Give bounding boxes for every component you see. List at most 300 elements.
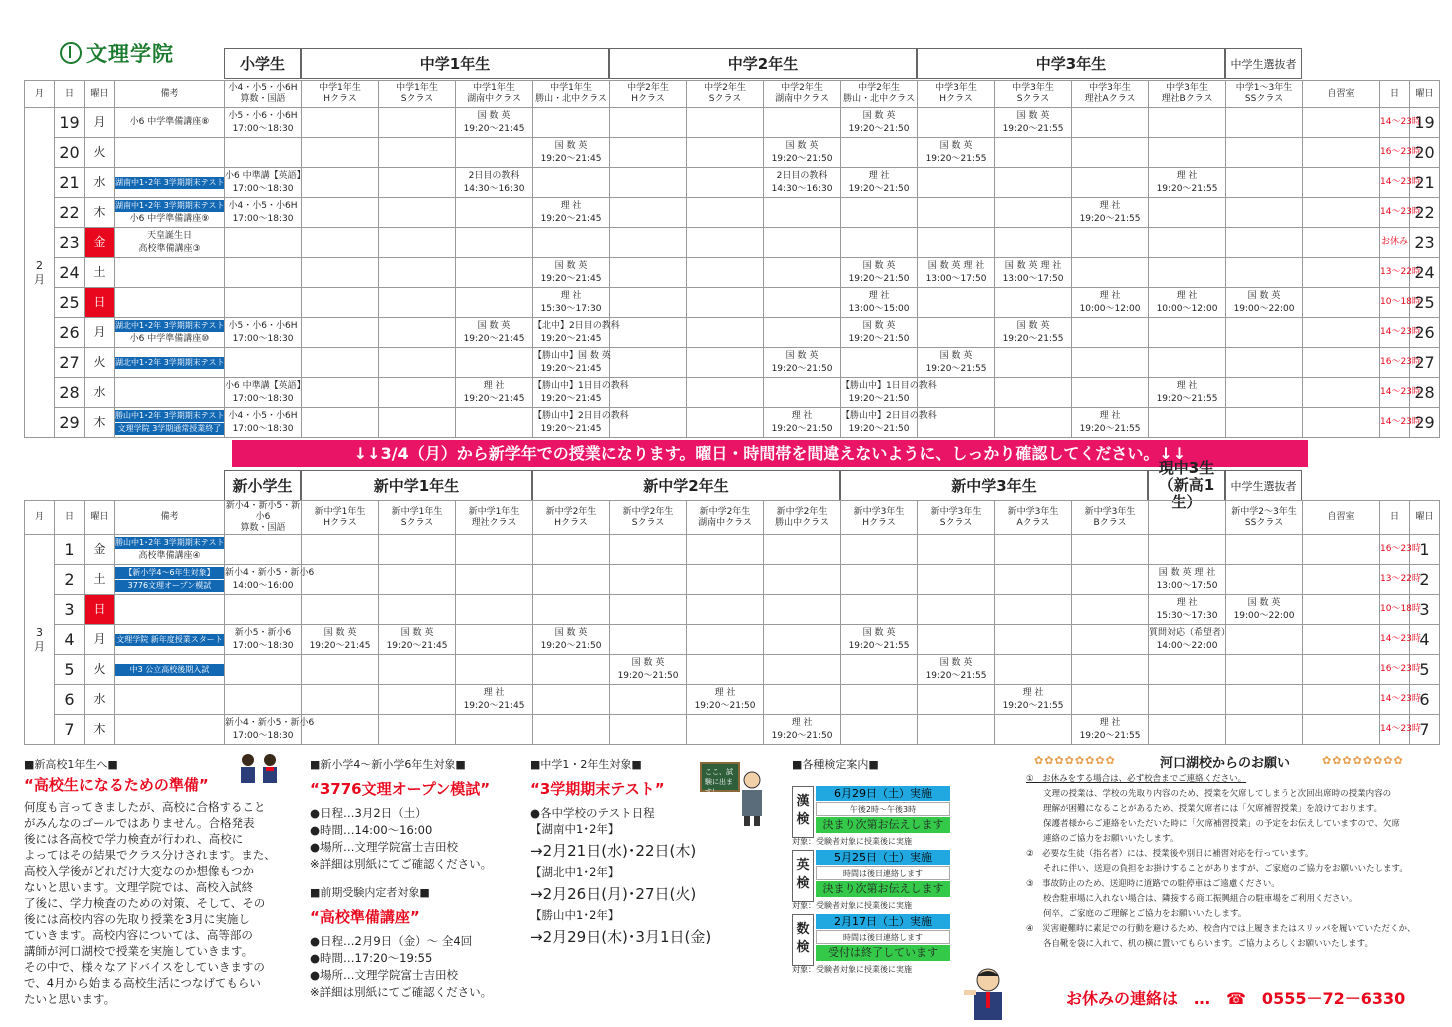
- request-item: 理解が困難になることがあるため、授業欠席者には「欠席補習授業」を設けております。: [1026, 804, 1382, 814]
- class-cell: [456, 715, 533, 745]
- class-cell: 理 社 19:20～21:45: [456, 378, 533, 408]
- class-cell: 国 数 英 19:20～21:45: [533, 138, 610, 168]
- class-cell: [225, 655, 302, 685]
- day-number-right: 1: [1410, 535, 1440, 565]
- study-room-hours: 14～23時: [1380, 625, 1410, 655]
- class-cell: [610, 168, 687, 198]
- class-cell: 質問対応（希望者） 14:00～22:00: [1149, 625, 1226, 655]
- class-cell: [533, 228, 610, 258]
- class-cell: [1226, 318, 1303, 348]
- info-line: →2月29日(木)･3月1日(金): [530, 928, 712, 946]
- day-number: 25: [55, 288, 85, 318]
- class-cell: [687, 228, 764, 258]
- class-cell: 理 社 19:20～21:50: [841, 168, 918, 198]
- new-year-banner: ↓↓3/4（月）から新学年での授業になります。曜日・時間帯を間違えないように、しっかり確認してください。↓↓: [232, 440, 1308, 467]
- group-header-label: 小学生: [239, 55, 285, 73]
- class-cell: 【北中】2日目の教科 19:20～21:45: [533, 318, 610, 348]
- class-cell: [379, 258, 456, 288]
- class-cell: [1303, 595, 1380, 625]
- class-cell: [1072, 535, 1149, 565]
- class-cell: [1226, 258, 1303, 288]
- class-cell: [995, 565, 1072, 595]
- info-line: →2月26日(月)･27日(火): [530, 885, 697, 903]
- class-cell: [1072, 318, 1149, 348]
- note-cell: [115, 685, 225, 715]
- class-cell: 【勝山中】1日目の教科 19:20～21:50: [841, 378, 918, 408]
- note-cell: [115, 318, 232, 348]
- class-cell: 国 数 英 19:20～21:50: [764, 348, 841, 378]
- class-cell: [379, 715, 456, 745]
- info-open-exam: [310, 756, 510, 873]
- class-cell: 理 社 10:00～12:00: [1149, 288, 1226, 318]
- exam-time-note: 時間は後日連絡します: [816, 930, 950, 944]
- request-item: 各自靴を袋に入れて、机の横に置いてもらいます。ご協力よろしくお願いいたします。: [1026, 939, 1373, 949]
- exam-status: 決まり次第お伝えします: [816, 881, 950, 897]
- group-header-label: 中学1年生: [419, 55, 491, 73]
- class-cell: 理 社 19:20～21:55: [1072, 198, 1149, 228]
- class-cell: [225, 595, 302, 625]
- day-number-right: 28: [1410, 378, 1440, 408]
- group-header-label: 中学生選抜者: [1230, 57, 1297, 71]
- exam-date: 6月29日（土）実施: [816, 786, 950, 801]
- class-cell: [687, 595, 764, 625]
- info-line: ●時間…17:20～19:55: [310, 951, 433, 965]
- day-number: 20: [55, 138, 85, 168]
- class-cell: [1072, 655, 1149, 685]
- class-cell: [302, 535, 379, 565]
- study-room-hours: 16～23時: [1380, 138, 1410, 168]
- class-cell: [302, 258, 379, 288]
- class-cell: 国 数 英 19:20～21:50: [841, 108, 918, 138]
- class-cell: [1226, 378, 1303, 408]
- class-cell: [379, 198, 456, 228]
- day-number-right: 3: [1410, 595, 1440, 625]
- table-row: [25, 348, 1440, 378]
- class-cell: 2日目の教科 14:30～16:30: [764, 168, 841, 198]
- class-cell: [1226, 685, 1303, 715]
- column-header: 月: [25, 501, 55, 535]
- class-cell: 理 社 19:20～21:50: [764, 408, 841, 438]
- exams-label: ■各種検定案内■: [792, 758, 879, 771]
- class-cell: [533, 685, 610, 715]
- class-cell: 国 数 英 19:20～21:55: [995, 108, 1072, 138]
- class-cell: [764, 258, 841, 288]
- column-header: 新中学2～3年生 SSクラス: [1226, 501, 1303, 535]
- column-header: 新中学2年生 湖南中クラス: [687, 501, 764, 535]
- class-cell: [995, 625, 1072, 655]
- info-line: ※詳細は別紙にてご確認ください。: [310, 857, 493, 871]
- column-header: 自習室: [1303, 501, 1380, 535]
- column-header: 自習室: [1303, 81, 1380, 108]
- class-cell: [302, 378, 379, 408]
- day-number: 29: [55, 408, 85, 438]
- note-item: 湖北中1･2年 3学期期末テスト①: [115, 321, 232, 330]
- blackboard-bubble: ここ、試験に出ます！: [700, 762, 740, 792]
- class-cell: [456, 655, 533, 685]
- weekday: 月: [85, 108, 115, 138]
- info-line: 【勝山中1･2年】: [530, 908, 620, 922]
- class-cell: [1226, 535, 1303, 565]
- class-cell: [610, 565, 687, 595]
- class-cell: [1149, 108, 1226, 138]
- man-illustration-icon: [962, 966, 1012, 1022]
- class-cell: [918, 535, 995, 565]
- note-cell: [115, 625, 225, 655]
- class-cell: [1303, 535, 1380, 565]
- note-cell: 天皇誕生日 高校準備講座③: [115, 228, 225, 258]
- class-cell: 小4・小5・小6H 17:00～18:30: [225, 408, 302, 438]
- class-cell: [302, 288, 379, 318]
- column-header: 中学1年生 Hクラス: [302, 81, 379, 108]
- class-cell: [533, 595, 610, 625]
- column-header: 新中学1年生 Hクラス: [302, 501, 379, 535]
- day-number: 7: [55, 715, 85, 745]
- column-header: 日: [1380, 81, 1410, 108]
- class-cell: [379, 138, 456, 168]
- weekday: 月: [85, 625, 115, 655]
- note-cell: [115, 288, 225, 318]
- class-cell: 2日目の教科 14:30～16:30: [456, 168, 533, 198]
- class-cell: 国 数 英 19:20～21:45: [533, 258, 610, 288]
- day-number-right: 27: [1410, 348, 1440, 378]
- class-cell: 理 社 15:30～17:30: [533, 288, 610, 318]
- column-header: 中学2年生 Hクラス: [610, 81, 687, 108]
- study-room-hours: 10～18時: [1380, 595, 1410, 625]
- class-cell: [379, 318, 456, 348]
- class-cell: [764, 625, 841, 655]
- class-cell: [841, 715, 918, 745]
- class-cell: [379, 565, 456, 595]
- weekday: 水: [85, 168, 115, 198]
- class-cell: 国 数 英 19:20～21:50: [841, 318, 918, 348]
- table-row: [25, 198, 1440, 228]
- class-cell: [687, 198, 764, 228]
- table-row: [25, 685, 1440, 715]
- class-cell: [610, 198, 687, 228]
- class-cell: [302, 595, 379, 625]
- class-cell: [841, 198, 918, 228]
- class-cell: [687, 288, 764, 318]
- class-cell: [225, 535, 302, 565]
- column-header: 中学3年生 理社Bクラス: [1149, 81, 1226, 108]
- weekday: 土: [85, 258, 115, 288]
- column-header-row: [25, 81, 1440, 108]
- class-cell: [1303, 228, 1380, 258]
- exam-status: 受付は終了しています: [816, 945, 950, 961]
- weekday: 金: [85, 535, 115, 565]
- class-cell: [225, 138, 302, 168]
- class-cell: [456, 258, 533, 288]
- note-item: 湖北中1･2年 3学期期末テスト②: [115, 357, 232, 367]
- class-cell: [764, 228, 841, 258]
- day-number-right: 21: [1410, 168, 1440, 198]
- class-cell: [379, 685, 456, 715]
- exam-date: 2月17日（土）実施: [816, 914, 950, 929]
- column-header: 月: [25, 81, 55, 108]
- class-cell: [995, 198, 1072, 228]
- class-cell: [610, 535, 687, 565]
- request-title: 河口湖校からのお願い: [1160, 756, 1291, 771]
- note-item: 3776文理オープン模試: [115, 580, 224, 592]
- note-cell: [115, 138, 225, 168]
- class-cell: [764, 378, 841, 408]
- class-cell: 【勝山中】2日目の教科 19:20～21:45: [533, 408, 610, 438]
- class-cell: 理 社 13:00～15:00: [841, 288, 918, 318]
- class-cell: [841, 655, 918, 685]
- class-cell: [610, 138, 687, 168]
- request-item: それに伴い、送迎の負担をお掛けすることがありますが、ご家庭のご協力をお願いいたします。: [1026, 864, 1408, 874]
- day-number: 22: [55, 198, 85, 228]
- class-cell: [302, 348, 379, 378]
- column-header: 新中学1年生 Sクラス: [379, 501, 456, 535]
- class-cell: [1149, 655, 1226, 685]
- class-cell: 国 数 英 19:20～21:50: [610, 655, 687, 685]
- class-cell: [995, 288, 1072, 318]
- info-line: ●場所…文理学院富士吉田校: [310, 968, 459, 982]
- class-cell: [995, 535, 1072, 565]
- class-cell: [302, 408, 379, 438]
- group-header: [840, 470, 1148, 501]
- exam-name: 漢 検: [792, 786, 814, 838]
- note-item: 中3 公立高校後期入試: [115, 664, 224, 676]
- class-cell: [610, 625, 687, 655]
- weekday: 月: [85, 318, 115, 348]
- class-cell: [995, 408, 1072, 438]
- study-room-hours: 14～23時: [1380, 108, 1410, 138]
- class-cell: [610, 318, 687, 348]
- table-row: [25, 228, 1440, 258]
- info3-title: “高校準備講座”: [310, 908, 420, 926]
- study-room-hours: 14～23時: [1380, 318, 1410, 348]
- exam-target: 対象：受験者対象に授業後に実施: [792, 965, 912, 974]
- class-cell: [1149, 408, 1226, 438]
- class-cell: [302, 168, 379, 198]
- day-number-right: 6: [1410, 685, 1440, 715]
- class-cell: [302, 108, 379, 138]
- study-room-hours: 14～23時: [1380, 408, 1410, 438]
- column-header: 新中学2年生 Hクラス: [533, 501, 610, 535]
- class-cell: [995, 595, 1072, 625]
- school-name: 文理学院: [86, 42, 174, 66]
- class-cell: 【勝山中】国 数 英 19:20～21:45: [533, 348, 610, 378]
- class-cell: [1072, 565, 1149, 595]
- class-cell: [1072, 378, 1149, 408]
- class-cell: [1226, 228, 1303, 258]
- study-room-hours: 16～23時: [1380, 655, 1410, 685]
- table-row: [25, 595, 1440, 625]
- class-cell: 理 社 19:20～21:50: [764, 715, 841, 745]
- class-cell: 【勝山中】1日目の教科 19:20～21:45: [533, 378, 610, 408]
- table-row: [25, 288, 1440, 318]
- study-room-hours: 10～18時: [1380, 288, 1410, 318]
- class-cell: [918, 595, 995, 625]
- info4-sub: ●各中学校のテスト日程: [530, 806, 655, 820]
- class-cell: [687, 348, 764, 378]
- class-cell: [1072, 348, 1149, 378]
- class-cell: 新小5・新小6 17:00～18:30: [225, 625, 302, 655]
- day-number: 23: [55, 228, 85, 258]
- class-cell: 理 社 10:00～12:00: [1072, 288, 1149, 318]
- weekday: 火: [85, 655, 115, 685]
- class-cell: [1149, 318, 1226, 348]
- class-cell: [456, 228, 533, 258]
- group-header-line: （新高1生）: [1158, 476, 1215, 511]
- day-number-right: 25: [1410, 288, 1440, 318]
- day-number: 5: [55, 655, 85, 685]
- weekday: 木: [85, 198, 115, 228]
- study-room-hours: 14～23時: [1380, 168, 1410, 198]
- column-header: 中学2年生 湖南中クラス: [764, 81, 841, 108]
- class-cell: [1303, 138, 1380, 168]
- class-cell: [1303, 625, 1380, 655]
- class-cell: [302, 138, 379, 168]
- column-header: 備考: [115, 81, 225, 108]
- table-row: [25, 318, 1440, 348]
- column-header: 新中学2年生 勝山中クラス: [764, 501, 841, 535]
- class-cell: [841, 685, 918, 715]
- class-cell: [995, 138, 1072, 168]
- class-cell: [302, 228, 379, 258]
- group-header-label: 新中学1年生: [373, 477, 460, 495]
- class-cell: 国 数 英 19:20～21:45: [379, 625, 456, 655]
- class-cell: [1149, 258, 1226, 288]
- class-cell: [995, 168, 1072, 198]
- info2-label: ■新小学4～新小学6年生対象■: [310, 758, 466, 771]
- class-cell: [1226, 625, 1303, 655]
- weekday: 日: [85, 288, 115, 318]
- class-cell: 国 数 英 理 社 13:00～17:50: [995, 258, 1072, 288]
- note-cell: [115, 535, 232, 565]
- class-cell: 理 社 19:20～21:55: [1149, 168, 1226, 198]
- study-room-hours: 16～23時: [1380, 348, 1410, 378]
- note-item: 小6 中学準備講座⑩: [129, 334, 210, 344]
- class-cell: 小6 中準講【英語】 17:00～18:30: [225, 378, 302, 408]
- exams-box: [792, 786, 962, 974]
- info4-label: ■中学1・2年生対象■: [530, 758, 642, 771]
- info1-title: “高校生になるための準備”: [24, 776, 209, 794]
- info-line: 【湖北中1･2年】: [530, 865, 620, 879]
- group-header-label: 中学3年生: [1035, 55, 1107, 73]
- class-cell: [456, 138, 533, 168]
- note-item: 【新小学4～6年生対象】: [115, 567, 224, 579]
- note-item: 湖南中1･2年 3学期期末テスト②: [115, 201, 232, 210]
- class-cell: [995, 348, 1072, 378]
- class-cell: [687, 535, 764, 565]
- request-item: 文理の授業は、学校の先取り内容のため、授業を欠席してしまうと次回出席時の授業内容の: [1026, 789, 1392, 799]
- class-cell: [533, 535, 610, 565]
- exam-time-note: 時間は後日連絡します: [816, 866, 950, 880]
- column-header: 中学2年生 勝山・北中クラス: [841, 81, 918, 108]
- class-cell: [687, 378, 764, 408]
- weekday: 木: [85, 408, 115, 438]
- note-cell: [115, 378, 225, 408]
- class-cell: [1303, 318, 1380, 348]
- note-cell: [115, 715, 225, 745]
- day-number: 2: [55, 565, 85, 595]
- class-cell: [379, 288, 456, 318]
- note-cell: 小6 中学準備講座⑧: [115, 108, 225, 138]
- class-cell: 小4・小5・小6H 17:00～18:30: [225, 198, 302, 228]
- class-cell: [918, 288, 995, 318]
- group-header: [1225, 470, 1302, 501]
- study-room-hours: 14～23時: [1380, 685, 1410, 715]
- class-cell: [302, 685, 379, 715]
- info1-label: ■新高校1年生へ■: [24, 758, 118, 771]
- table-row: [25, 715, 1440, 745]
- request-item: ① お休みをする場合は、必ず校舎までご連絡ください。: [1026, 774, 1247, 784]
- request-item: 連絡のご協力をお願いいたします。: [1026, 834, 1179, 844]
- class-cell: [1303, 715, 1380, 745]
- group-header: [224, 48, 301, 79]
- day-number-right: 4: [1410, 625, 1440, 655]
- class-cell: [1149, 715, 1226, 745]
- column-header: 日: [55, 81, 85, 108]
- class-cell: [1303, 408, 1380, 438]
- weekday: 水: [85, 685, 115, 715]
- class-cell: [764, 595, 841, 625]
- class-cell: 国 数 英 19:20～21:45: [456, 318, 533, 348]
- class-cell: [1303, 565, 1380, 595]
- class-cell: 国 数 英 19:20～21:55: [918, 348, 995, 378]
- note-item: 湖南中1･2年 3学期期末テスト①: [115, 177, 232, 187]
- class-cell: [225, 258, 302, 288]
- class-cell: 国 数 英 19:20～21:50: [533, 625, 610, 655]
- class-cell: [1072, 258, 1149, 288]
- class-cell: [1303, 108, 1380, 138]
- class-cell: [456, 288, 533, 318]
- class-cell: 国 数 英 理 社 13:00～17:50: [1149, 565, 1226, 595]
- class-cell: [918, 685, 995, 715]
- day-number: 21: [55, 168, 85, 198]
- class-cell: [302, 198, 379, 228]
- table-row: [25, 408, 1440, 438]
- column-header: 中学3年生 Hクラス: [918, 81, 995, 108]
- exam-name: 数 検: [792, 914, 814, 966]
- note-item: 文理学院 新年度授業スタート: [116, 634, 223, 644]
- weekday: 日: [85, 595, 115, 625]
- class-cell: [225, 288, 302, 318]
- class-cell: [1226, 715, 1303, 745]
- column-header: [1149, 501, 1226, 535]
- class-cell: [1072, 168, 1149, 198]
- month-cell: 3 月: [25, 535, 55, 745]
- class-cell: [764, 565, 841, 595]
- class-cell: [764, 535, 841, 565]
- group-header-line: 現中3生: [1158, 459, 1215, 477]
- note-cell: [115, 198, 232, 228]
- class-cell: [918, 318, 995, 348]
- day-number: 26: [55, 318, 85, 348]
- flowers-right-icon: ✿✿✿✿✿✿✿✿: [1322, 754, 1404, 767]
- class-cell: [764, 198, 841, 228]
- class-cell: 国 数 英 19:20～21:55: [918, 138, 995, 168]
- class-cell: [918, 228, 995, 258]
- class-cell: [1072, 228, 1149, 258]
- class-cell: 理 社 19:20～21:50: [687, 685, 764, 715]
- table-row: [25, 565, 1440, 595]
- class-cell: [379, 408, 456, 438]
- class-cell: [764, 288, 841, 318]
- info4-lines: [530, 821, 770, 950]
- class-cell: [1149, 228, 1226, 258]
- column-header: 中学1年生 Sクラス: [379, 81, 456, 108]
- class-cell: 国 数 英 19:20～21:45: [302, 625, 379, 655]
- column-header: 曜日: [1410, 501, 1440, 535]
- class-cell: [610, 288, 687, 318]
- column-header: 中学1年生 湖南中クラス: [456, 81, 533, 108]
- class-cell: [379, 108, 456, 138]
- table-row: [25, 108, 1440, 138]
